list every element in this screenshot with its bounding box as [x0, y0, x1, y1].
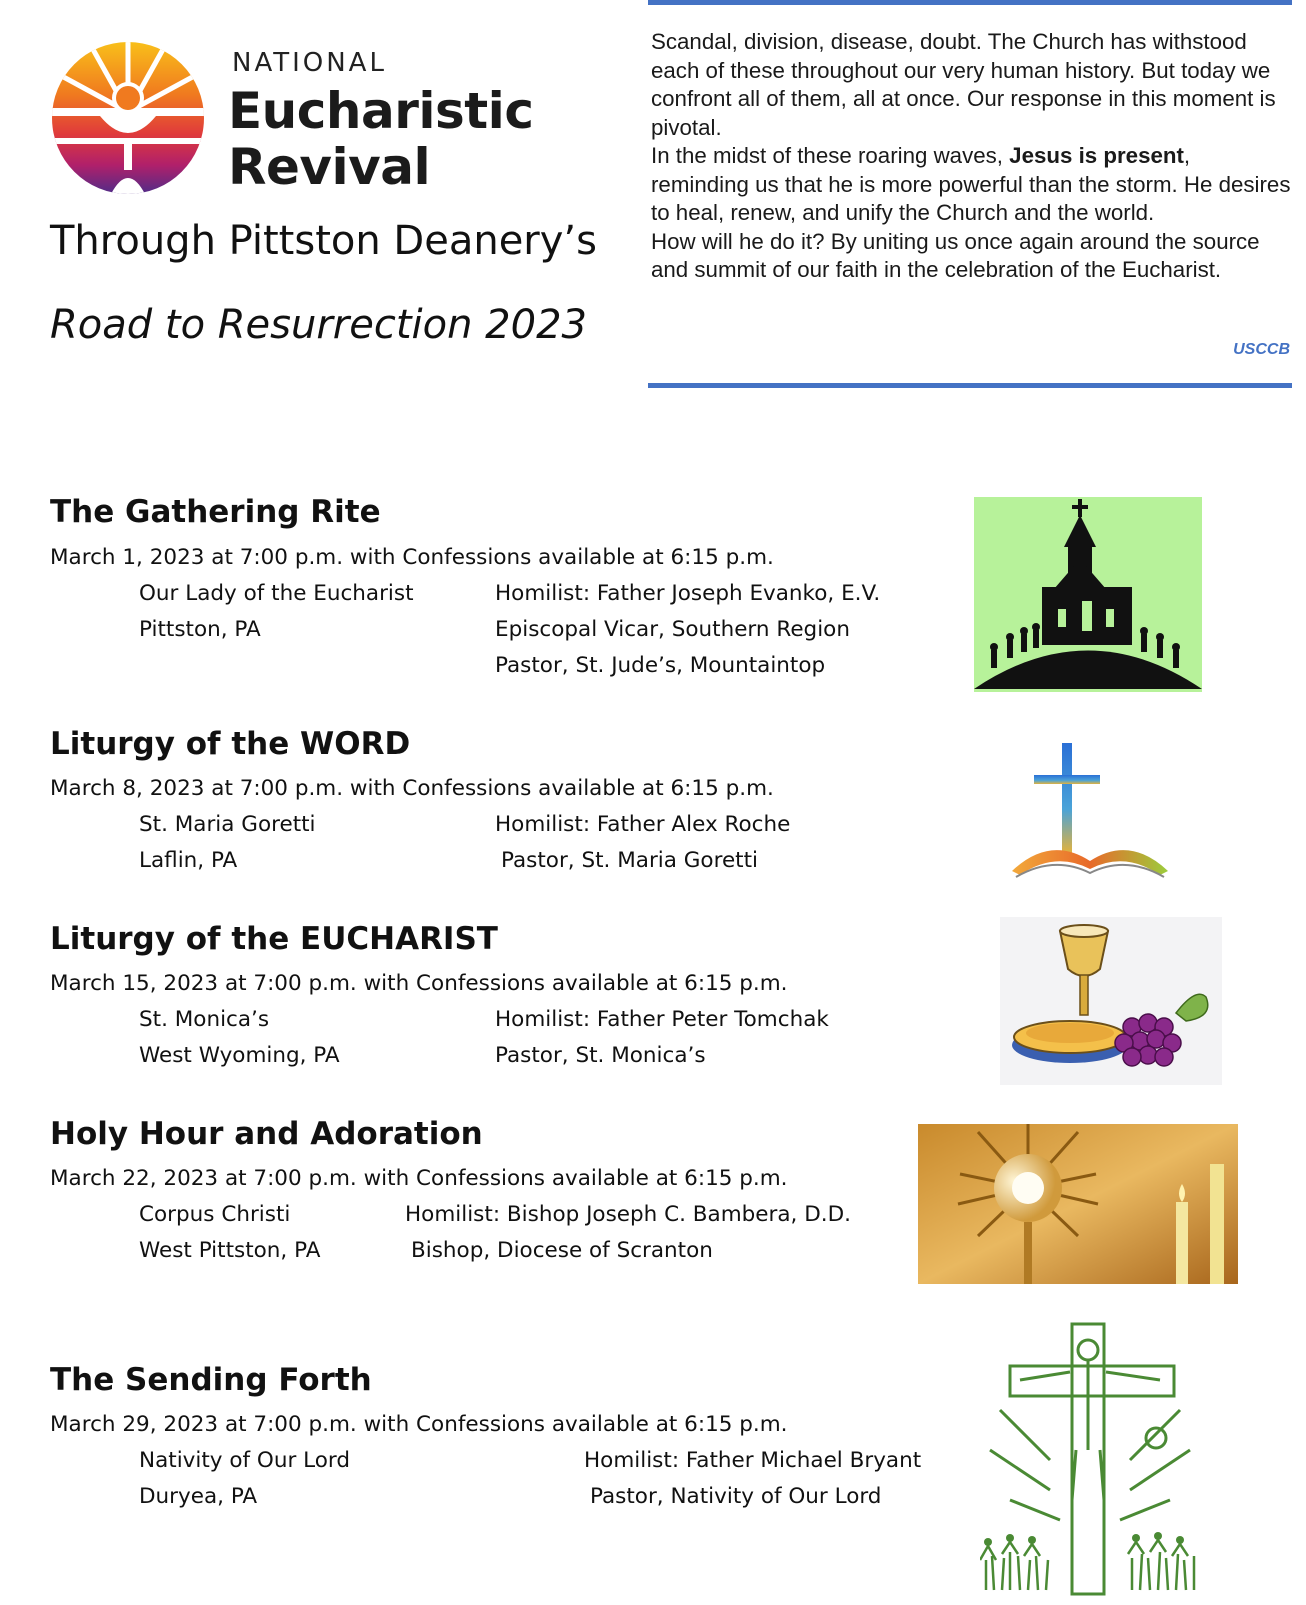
event-location: West Wyoming, PA — [139, 1043, 340, 1068]
subtitle-road-to-resurrection: Road to Resurrection 2023 — [50, 302, 587, 348]
event-parish: Corpus Christi — [139, 1202, 291, 1227]
event-homilist: Homilist: Bishop Joseph C. Bambera, D.D. — [405, 1202, 851, 1227]
event-title: The Sending Forth — [50, 1362, 372, 1398]
event-homilist-role: Pastor, St. Jude’s, Mountaintop — [495, 653, 826, 678]
church-on-hill-icon — [974, 497, 1202, 692]
event-title: Liturgy of the EUCHARIST — [50, 921, 498, 957]
logo-revival-text: Revival — [228, 138, 431, 196]
subtitle-deanery: Through Pittston Deanery’s — [50, 218, 597, 264]
chalice-and-grapes-icon — [1000, 917, 1222, 1085]
event-date: March 15, 2023 at 7:00 p.m. with Confessions available at 6:15 p.m. — [50, 971, 788, 996]
event-date: March 1, 2023 at 7:00 p.m. with Confessions available at 6:15 p.m. — [50, 545, 774, 570]
logo-eucharistic-text: Eucharistic — [228, 82, 534, 140]
event-homilist: Homilist: Father Peter Tomchak — [495, 1007, 829, 1032]
event-parish: Our Lady of the Eucharist — [139, 581, 414, 606]
quote-paragraph-2: In the midst of these roaring waves, Jesus is present, reminding us that he is more powerful than the storm. He desires to heal, renew, and unify the Church and the world. — [651, 143, 1291, 225]
risen-christ-icon — [980, 1320, 1200, 1602]
quote-emphasis: Jesus is present — [1009, 143, 1184, 168]
event-homilist: Homilist: Father Joseph Evanko, E.V. — [495, 581, 881, 606]
event-parish: Nativity of Our Lord — [139, 1448, 350, 1473]
event-parish: St. Maria Goretti — [139, 812, 316, 837]
quote-paragraph-1: Scandal, division, disease, doubt. The Church has withstood each of these throughout our very human history. But today we confront all of them, all at once. Our response in this moment is pivotal. — [651, 29, 1276, 140]
usccb-quote — [651, 28, 1291, 285]
quote-source: USCCB — [1233, 341, 1290, 358]
monstrance-icon — [918, 1124, 1238, 1284]
event-title: Liturgy of the WORD — [50, 726, 411, 762]
event-homilist-role: Bishop, Diocese of Scranton — [411, 1238, 713, 1263]
event-date: March 22, 2023 at 7:00 p.m. with Confessions available at 6:15 p.m. — [50, 1166, 788, 1191]
cross-and-bible-icon — [1010, 743, 1170, 883]
event-parish: St. Monica’s — [139, 1007, 270, 1032]
event-date: March 29, 2023 at 7:00 p.m. with Confessions available at 6:15 p.m. — [50, 1412, 788, 1437]
logo-national-text: NATIONAL — [232, 48, 387, 78]
quote-paragraph-3: How will he do it? By uniting us once again around the source and summit of our faith in the celebration of the Eucharist. — [651, 228, 1260, 282]
event-homilist-role: Pastor, Nativity of Our Lord — [590, 1484, 882, 1509]
event-location: Duryea, PA — [139, 1484, 258, 1509]
event-homilist: Homilist: Father Alex Roche — [495, 812, 791, 837]
event-title: Holy Hour and Adoration — [50, 1116, 483, 1152]
quote-bottom-rule — [648, 383, 1292, 388]
event-homilist: Homilist: Father Michael Bryant — [584, 1448, 922, 1473]
quote-top-rule — [648, 0, 1292, 5]
event-homilist-role: Pastor, St. Maria Goretti — [501, 848, 759, 873]
event-location: Pittston, PA — [139, 617, 261, 642]
event-homilist-role: Episcopal Vicar, Southern Region — [495, 617, 850, 642]
event-location: Laflin, PA — [139, 848, 238, 873]
event-location: West Pittston, PA — [139, 1238, 321, 1263]
event-date: March 8, 2023 at 7:00 p.m. with Confessions available at 6:15 p.m. — [50, 776, 774, 801]
event-title: The Gathering Rite — [50, 494, 381, 530]
revival-logo-icon — [50, 40, 206, 196]
event-homilist-role: Pastor, St. Monica’s — [495, 1043, 706, 1068]
